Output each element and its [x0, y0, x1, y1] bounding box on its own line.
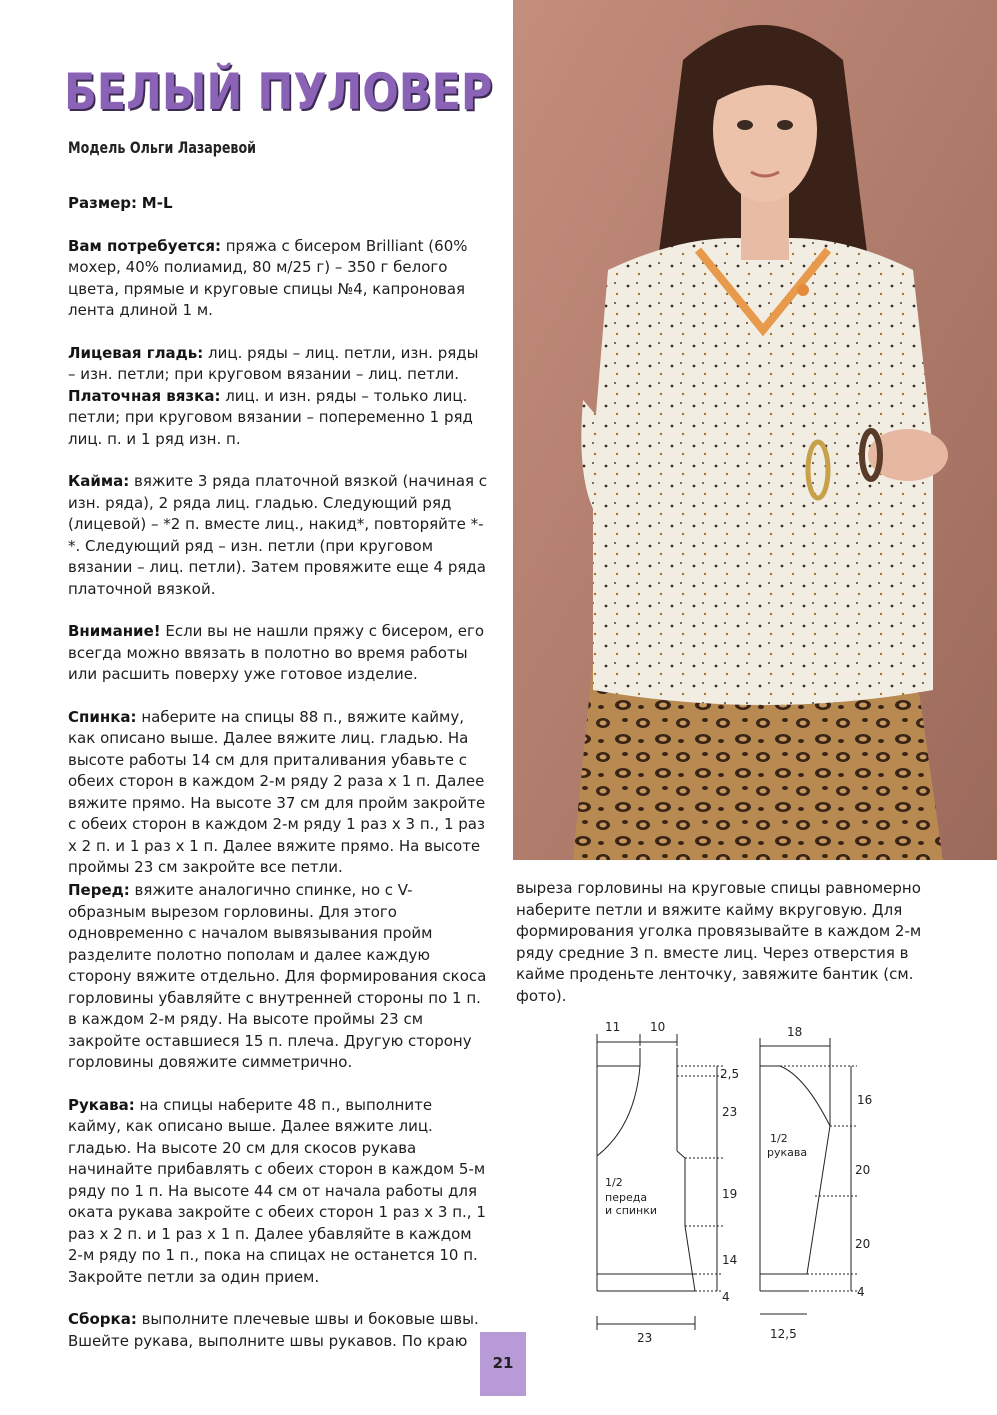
front-label: Перед:: [68, 881, 130, 899]
dim-label-4-sleeve: 4: [857, 1285, 865, 1299]
stockinette-label: Лицевая гладь:: [68, 343, 204, 362]
dim-label-10: 10: [650, 1020, 666, 1034]
model-photo-illustration: [513, 0, 997, 860]
model-photo: [513, 0, 997, 860]
dim-label-14: 14: [722, 1253, 738, 1267]
instructions-column-right: [516, 878, 936, 1028]
sleeve-side: [807, 1126, 830, 1274]
sleeve-piece-label-2: рукава: [767, 1146, 808, 1159]
back-section: [68, 707, 488, 879]
pattern-schematic: [575, 1016, 885, 1356]
attention-label: Внимание!: [68, 622, 161, 640]
materials-text: пряжа с бисером Brilliant (60% мохер, 40% полиамид, 80 м/25 г) – 350 г белого цвета, прямые и круговые спицы №4, капроновая лента длиной 1 м.: [68, 236, 468, 319]
back-label: Спинка:: [68, 707, 137, 726]
assembly-text: выполните плечевые швы и боковые швы. Вшейте рукава, выполните швы рукавов. По краю: [68, 1310, 479, 1350]
garter-text: лиц. и изн. ряды – только лиц. петли; при круговом вязании – попеременно 1 ряд лиц. п. и 1 ряд изн. п.: [68, 386, 473, 448]
page-number-badge: [480, 1332, 526, 1396]
author-credit: Модель Ольги Лазаревой: [68, 138, 257, 157]
size-value: M-L: [141, 194, 173, 212]
dim-label-4: 4: [722, 1290, 730, 1304]
right-eye: [777, 120, 793, 130]
garter-label: Платочная вязка:: [68, 386, 221, 405]
page-number: 21: [492, 1354, 514, 1372]
ribbon-bow: [797, 284, 809, 296]
size-section: [68, 193, 488, 215]
assembly-label: Сборка:: [68, 1310, 137, 1328]
dim-label-18: 18: [787, 1025, 803, 1039]
dim-label-23-bottom: 23: [637, 1331, 653, 1345]
sleeves-label: Рукава:: [68, 1095, 135, 1114]
front-text: вяжите аналогично спинке, но с V-образным вырезом горловины. Для этого одновременно с началом вывязывания пройм разделите полотно пополам и далее каждую сторону вяжите отдельно. Для формирования скоса горловины убавляйте с внутренней стороны по 1 п. в каждом 2-м ряду. На высоте проймы 23 см закройте оставшиеся 15 п. плеча. Другую сторону горловины довяжите симметрично.: [68, 881, 487, 1071]
border-label: Кайма:: [68, 472, 130, 490]
assembly-continuation: выреза горловины на круговые спицы равномерно наберите петли и вяжите кайму вкруговую. Для формирования уголка провязывайте в каждом 2-м ряду средние 3 п. вместе лиц. Через отверстия в кайме проденьте ленточку, завяжите бантик (см. фото).: [516, 879, 922, 1005]
body-armhole-step: [677, 1151, 685, 1158]
size-label: Размер:: [68, 194, 138, 212]
dim-label-12-5: 12,5: [770, 1327, 797, 1341]
dim-label-2-5: 2,5: [720, 1067, 740, 1081]
dim-label-20a: 20: [855, 1163, 871, 1177]
materials-label: Вам потребуется:: [68, 236, 221, 255]
border-text: вяжите 3 ряда платочной вязкой (начиная с изн. ряда), 2 ряда лиц. гладью. Следующий ряд (лицевой) – *2 п. вместе лиц., накид*, повторяйте *-*. Следующий ряд – изн. петли (при круговом вязании – лиц. петли). Затем провяжите еще 4 ряда платочной вязкой.: [68, 472, 488, 598]
front-section: [68, 880, 488, 1074]
body-side-lower: [685, 1226, 695, 1291]
attention-text: Если вы не нашли пряжу с бисером, его всегда можно ввязать в полотно во время работы или расшить поверху уже готовое изделие.: [68, 622, 485, 683]
body-piece-label-2: переда: [605, 1191, 648, 1204]
body-neck-curve: [597, 1066, 640, 1156]
body-piece-label-3: и спинки: [605, 1204, 658, 1217]
body-piece-label-1: 1/2: [605, 1176, 623, 1189]
stockinette-text: лиц. ряды – лиц. петли, изн. ряды – изн. петли; при круговом вязании – лиц. петли.: [68, 343, 479, 383]
sleeve-cap-curve: [780, 1066, 830, 1126]
dim-label-19: 19: [722, 1187, 738, 1201]
attention-section: [68, 621, 488, 686]
border-section: [68, 471, 488, 600]
dim-label-20b: 20: [855, 1237, 871, 1251]
dim-label-23: 23: [722, 1105, 738, 1119]
instructions-column-left-top: [68, 193, 488, 900]
sleeves-text: на спицы наберите 48 п., выполните кайму, как описано выше. Далее вяжите лиц. гладью. На высоте 20 см для скосов рукава начинайте прибавлять с обеих сторон в каждом 5-м ряду по 1 п. На высоте 44 см от начала работы для оката рукава закройте с обеих сторон 1 раз х 3 п., 1 раз х 2 п. и 1 раз х 1 п. Далее убавляйте в каждом 2-м ряду по 1 п., пока на спицах не останется 10 п. Закройте петли за один прием.: [68, 1095, 486, 1286]
materials-section: [68, 236, 488, 322]
stockinette-section: [68, 343, 488, 386]
page-title: БЕЛЫЙ ПУЛОВЕР: [64, 63, 493, 121]
dim-label-16: 16: [857, 1093, 873, 1107]
assembly-section: [68, 1309, 488, 1352]
back-text: наберите на спицы 88 п., вяжите кайму, как описано выше. Далее вяжите лиц. гладью. На высоте работы 14 см для приталивания убавьте с обеих сторон в каждом 2-м ряду 2 раза х 1 п. Далее вяжите прямо. На высоте 37 см для пройм закройте с обеих сторон в каждом 2-м ряду 1 раз х 3 п., 1 раз х 2 п. и 1 раз х 1 п. Далее вяжите прямо. На высоте проймы 23 см закройте все петли.: [68, 707, 486, 876]
sleeve-piece-label-1: 1/2: [770, 1132, 788, 1145]
garter-section: [68, 386, 488, 451]
sleeves-section: [68, 1095, 488, 1289]
left-eye: [737, 120, 753, 130]
instructions-column-left-bottom: [68, 880, 488, 1373]
dim-label-11: 11: [605, 1020, 621, 1034]
